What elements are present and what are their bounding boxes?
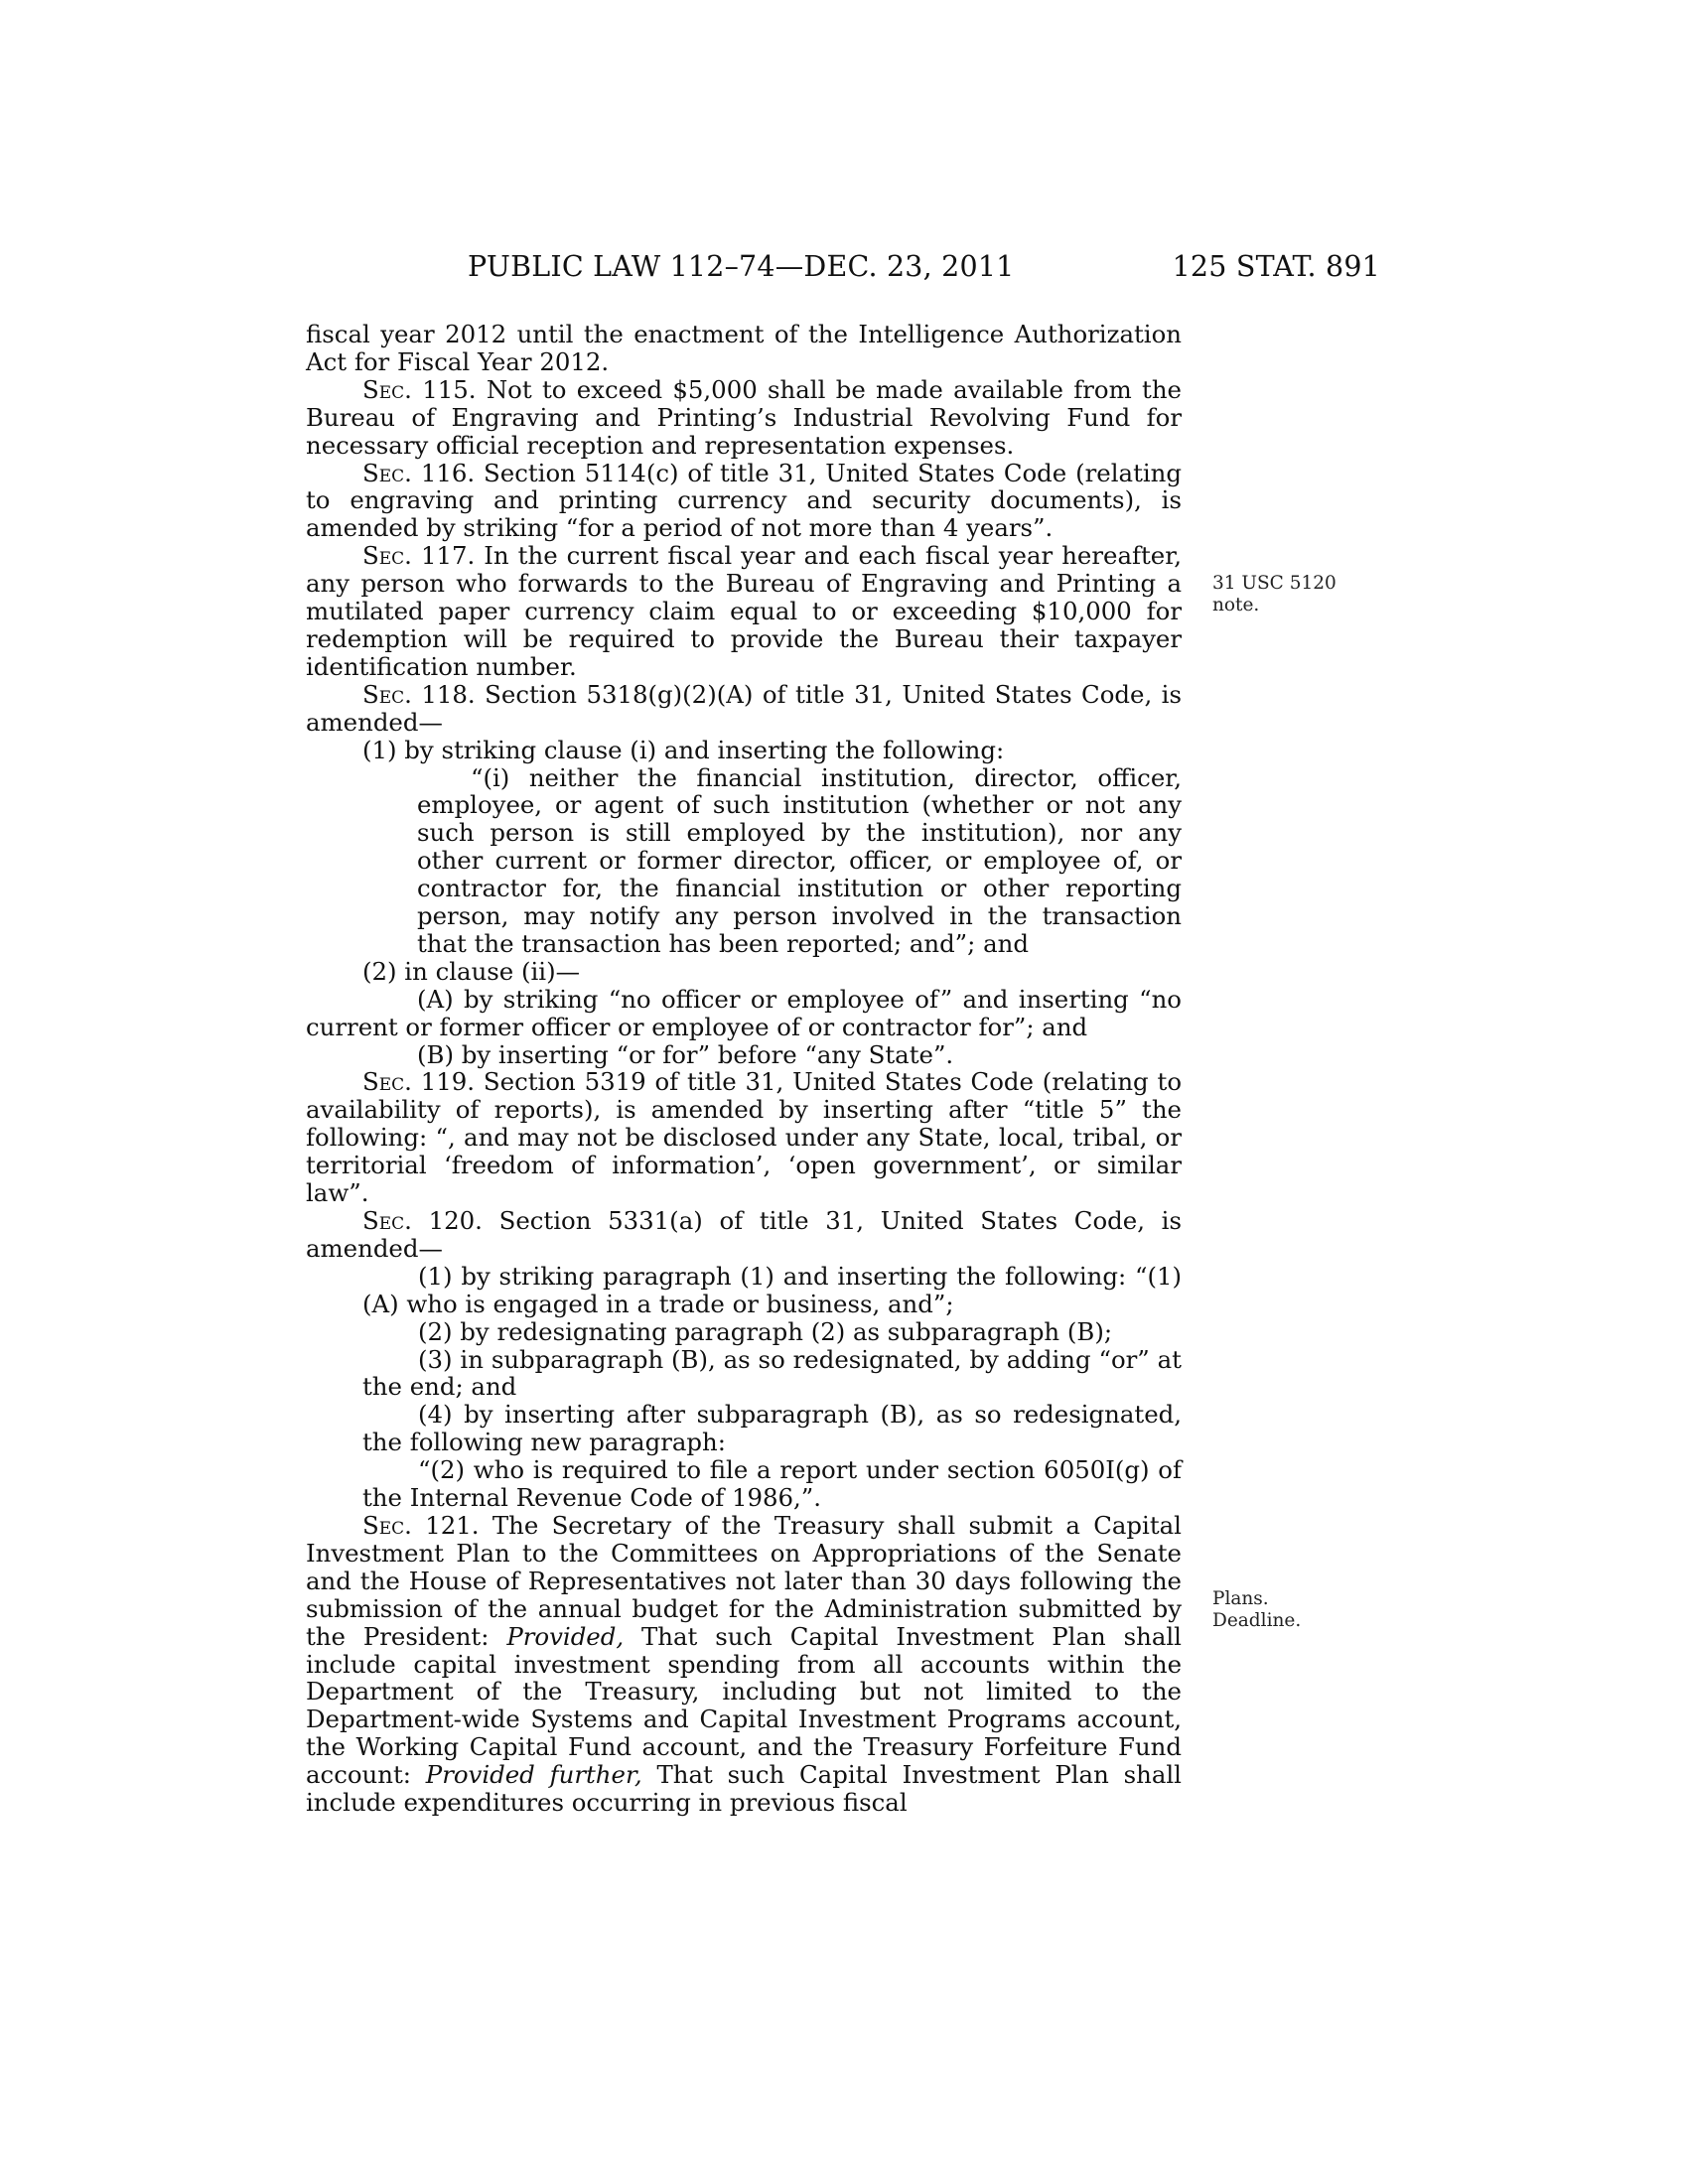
section-text: Not to exceed $5,000 shall be made available from the Bureau of Engraving and Printing’s Industrial Revolving Fund for necessary official reception and representation expenses. xyxy=(306,374,1182,460)
continued-paragraph: fiscal year 2012 until the enactment of the Intelligence Authorization Act for Fiscal Year 2012. xyxy=(306,320,1182,376)
section-number: 116. xyxy=(420,458,476,487)
section-118 xyxy=(306,681,1182,737)
sec-label: Sec. xyxy=(362,458,412,487)
margin-note-usc xyxy=(1212,573,1371,616)
paragraph-2: (2) in clause (ii)— xyxy=(362,956,581,986)
paragraph-2: (2) by redesignating paragraph (2) as subparagraph (B); xyxy=(418,1316,1113,1346)
margin-note-line: note. xyxy=(1212,595,1260,615)
quoted-paragraph: “(2) who is required to file a report under section 6050I(g) of the Internal Revenue Code of 1986,”. xyxy=(362,1455,1182,1513)
sec-label: Sec. xyxy=(362,679,412,709)
proviso: Provided, xyxy=(506,1621,625,1651)
paragraph-4: (4) by inserting after subparagraph (B), as so redesignated, the following new paragraph: xyxy=(362,1400,1182,1457)
section-number: 120. xyxy=(428,1206,483,1235)
quoted-clause: “(i) neither the financial institution, director, officer, employee, or agent of such institution (whether or not any such person is still employed by the institution), nor any other current or former director, officer, or employee of, or contractor for, the financial institution or other reporting person, may notify any person involved in the transaction that the transaction has been reported; and”; and xyxy=(417,762,1182,958)
section-number: 117. xyxy=(420,541,476,571)
proviso: Provided further, xyxy=(425,1760,642,1790)
section-text: Section 5319 of title 31, United States Code (relating to availability of reports), is amended by inserting after “title 5” the following: “, and may not be disclosed under any State, local, tribal, or territorial ‘freedom of information’, ‘open government’, or similar law”. xyxy=(306,1067,1183,1208)
statute-page-number: 125 STAT. 891 xyxy=(1172,250,1380,283)
section-120 xyxy=(306,1207,1182,1263)
section-text: Section 5331(a) of title 31, United States Code, is amended— xyxy=(306,1206,1182,1263)
sec-label: Sec. xyxy=(362,1206,412,1235)
margin-note-line: Plans. xyxy=(1212,1588,1269,1609)
paragraph-1: (1) by striking paragraph (1) and inserting the following: “(1)(A) who is engaged in a trade or business, and”; xyxy=(362,1261,1182,1318)
section-number: 119. xyxy=(420,1067,476,1097)
section-text: Section 5114(c) of title 31, United States Code (relating to engraving and printing currency and security documents), is amended by striking “for a period of not more than 4 years”. xyxy=(306,458,1183,543)
subparagraph-a: (A) by striking “no officer or employee of” and inserting “no current or former officer or employee of or contractor for”; and xyxy=(306,984,1182,1041)
public-law-title: PUBLIC LAW 112–74—DEC. 23, 2011 xyxy=(468,250,1015,283)
margin-note-line: Deadline. xyxy=(1212,1610,1302,1631)
section-number: 121. xyxy=(425,1510,480,1540)
section-text: The Secretary of the Treasury shall submit a Capital Investment Plan to the Committees on Appropriations of the Senate and the House of Representatives not later than 30 days following the submission of the annual budget for the Administration submitted by the President: xyxy=(306,1510,1182,1651)
section-number: 115. xyxy=(422,374,477,404)
section-119 xyxy=(306,1068,1182,1207)
section-117 xyxy=(306,542,1182,681)
margin-note-plans-deadline xyxy=(1212,1588,1371,1632)
section-115 xyxy=(306,376,1182,460)
page-header xyxy=(0,250,1688,290)
section-number: 118. xyxy=(421,679,476,709)
sec-label: Sec. xyxy=(362,374,412,404)
sec-label: Sec. xyxy=(362,1510,412,1540)
margin-note-line: 31 USC 5120 xyxy=(1212,573,1336,594)
sec-label: Sec. xyxy=(362,1067,412,1097)
law-body-text xyxy=(306,321,1182,1817)
paragraph-1: (1) by striking clause (i) and inserting the following: xyxy=(362,735,1005,764)
subparagraph-b: (B) by inserting “or for” before “any State”. xyxy=(417,1039,954,1069)
paragraph-3: (3) in subparagraph (B), as so redesignated, by adding “or” at the end; and xyxy=(362,1344,1182,1402)
section-text: That such Capital Investment Plan shall include expenditures occurring in previous fiscal xyxy=(306,1760,1182,1818)
section-text: In the current fiscal year and each fiscal year hereafter, any person who forwards to the Bureau of Engraving and Printing a mutilated paper currency claim equal to or exceeding $10,000 for redemption will be required to provide the Bureau their taxpayer identification number. xyxy=(306,541,1182,681)
sec-label: Sec. xyxy=(362,541,412,571)
section-121 xyxy=(306,1512,1182,1817)
section-116 xyxy=(306,460,1182,543)
section-text: Section 5318(g)(2)(A) of title 31, United States Code, is amended— xyxy=(306,679,1182,737)
section-text: That such Capital Investment Plan shall include capital investment spending from all accounts within the Department of the Treasury, including but not limited to the Department-wide Systems and Capital Investment Programs account, the Working Capital Fund account, and the Treasury Forfeiture Fund account: xyxy=(306,1621,1182,1790)
